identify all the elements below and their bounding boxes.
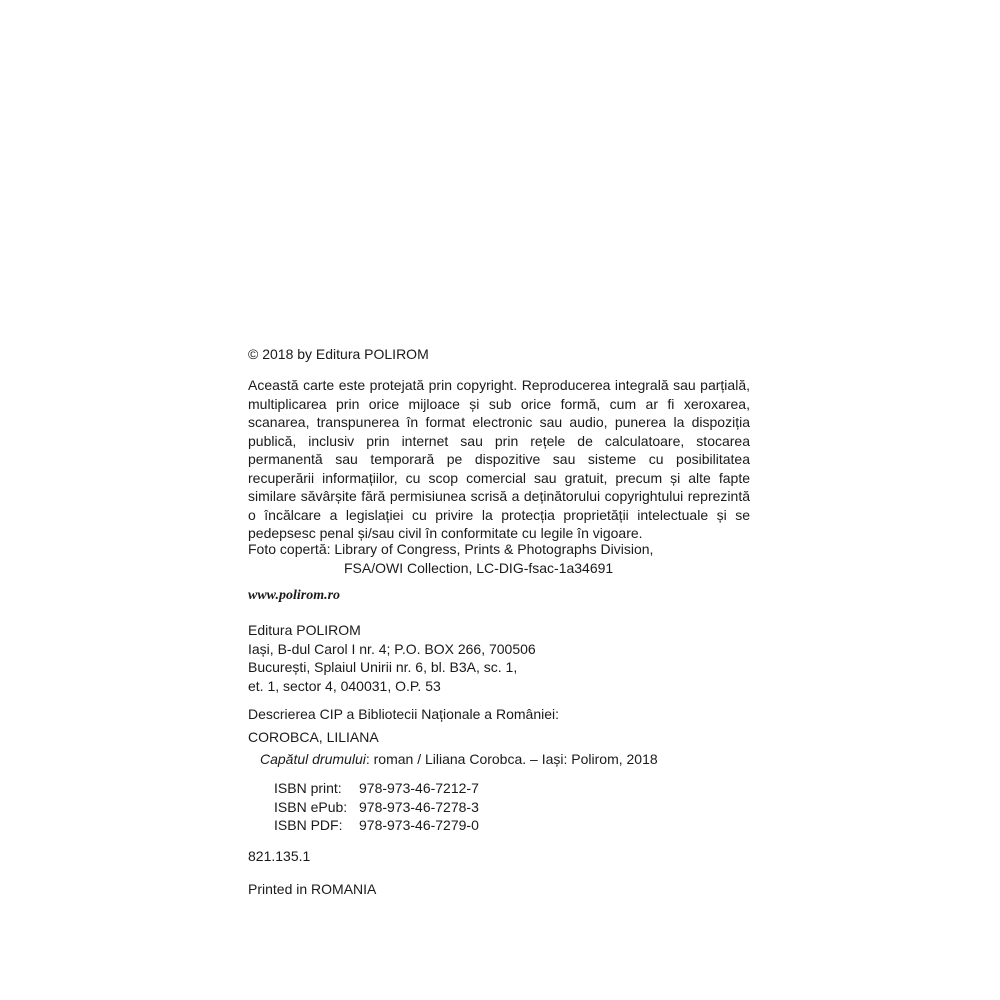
cip-author: COROBCA, LILIANA [248,728,379,745]
isbn-value: 978-973-46-7278-3 [359,798,479,815]
copyright-text: © 2018 by Editura POLIROM [248,346,429,362]
publisher-address [248,621,750,695]
address-iasi: Iași, B-dul Carol I nr. 4; P.O. BOX 266, 700506 [248,640,536,657]
classification [248,847,750,866]
isbn-row-pdf [248,816,750,835]
isbn-row-epub [248,798,750,817]
book-description: : roman / Liliana Corobca. – Iași: Polirom, 2018 [365,751,658,767]
printed-in-text: Printed in ROMANIA [248,881,377,897]
isbn-list [248,779,750,835]
classification-code: 821.135.1 [248,848,311,864]
copyright-line [248,345,750,364]
address-bucuresti-1: București, Splaiul Unirii nr. 6, bl. B3A, sc. 1, [248,659,518,675]
cip-description [248,705,750,769]
cover-photo-line1: Foto copertă: Library of Congress, Prints & Photographs Division, [248,541,654,557]
website [248,587,750,606]
isbn-label: ISBN print: [274,780,342,796]
isbn-value: 978-973-46-7279-0 [359,817,479,833]
cip-title-line [248,750,750,769]
isbn-value: 978-973-46-7212-7 [359,780,479,796]
isbn-label: ISBN PDF: [274,817,343,833]
cover-photo-credit [248,540,750,577]
publisher-name: Editura POLIROM [248,622,361,638]
address-bucuresti-2: et. 1, sector 4, 040031, O.P. 53 [248,677,441,694]
cover-photo-line2: FSA/OWI Collection, LC-DIG-fsac-1a34691 [344,559,614,576]
rights-paragraph: Această carte este protejată prin copyright. Reproducerea integrală sau parțială, multiplicarea prin orice mijloace și sub orice formă, cum ar fi xeroxarea, scanarea, transpunerea în format electronic sau audio, punerea la dispoziția publică, inclusiv prin internet sau prin rețele de calculatoare, stocarea permanentă sau temporară pe dispozitive sau sisteme cu posibilitatea recuperării informațiilor, cu scop comercial sau gratuit, precum și alte fapte similare săvârșite fără permisiunea scrisă a deținătorului copyrightului reprezintă o încălcare a legislației cu privire la protecția proprietății intelectuale și se pedepsesc penal și/sau civil în conformitate cu legile în vigoare. [248,377,750,541]
isbn-row-print [248,779,750,798]
printed-in [248,880,750,899]
book-title: Capătul drumului [260,751,366,767]
website-link[interactable]: www.polirom.ro [248,588,341,603]
cip-heading: Descrierea CIP a Bibliotecii Naționale a României: [248,706,560,722]
isbn-label: ISBN ePub: [274,798,348,815]
